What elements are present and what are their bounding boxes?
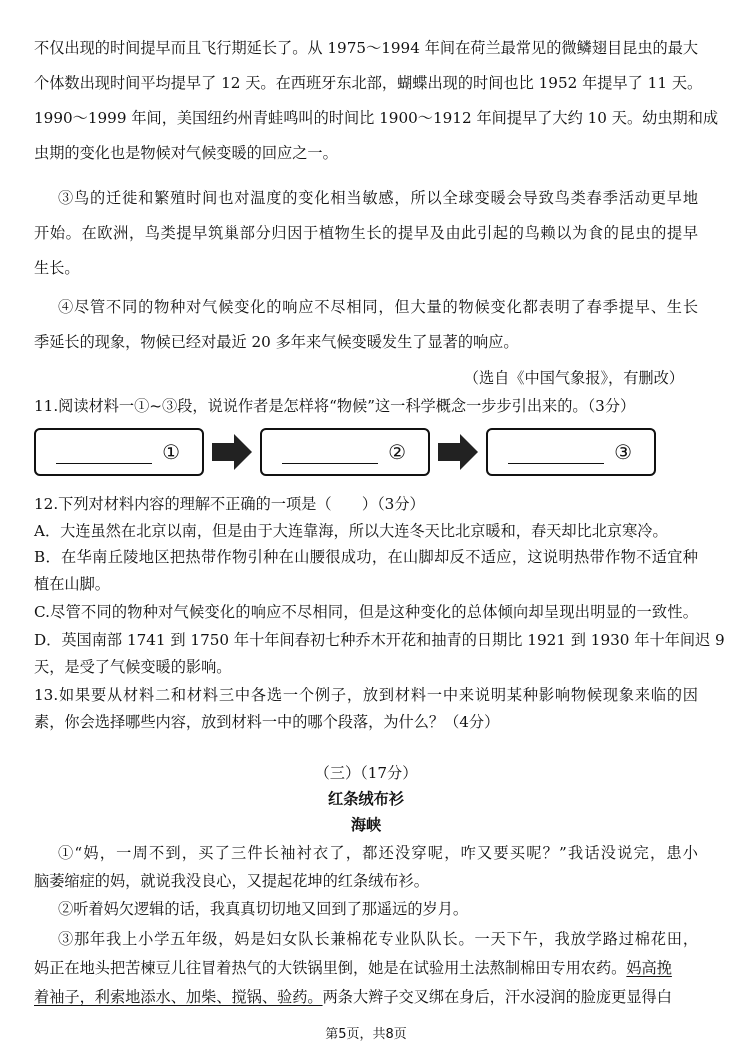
text-line: ④尽管不同的物种对气候变化的响应不尽相同，但大量的物候变化都表明了春季提早、生长 xyxy=(58,298,698,316)
answer-box-3[interactable] xyxy=(486,428,656,476)
option-d: D．英国南部 1741 到 1750 年十年间春初七种乔木开花和抽青的日期比 1921 到 1930 年十年间迟 9 xyxy=(34,631,725,649)
text-line: ①“妈，一周不到，买了三件长袖衬衣了，都还没穿呢，咋又要买呢？”我话没说完，患小 xyxy=(58,844,698,862)
text-line: 1990～1999 年间，美国纽约州青蛙鸣叫的时间比 1900～1912 年间提早了大约 10 天。幼虫期和成 xyxy=(34,109,719,127)
plain-text: 两条大辫子交叉绑在身后，汗水浸润的脸庞更显得白 xyxy=(322,988,672,1006)
article-title: 红条绒布衫 xyxy=(328,790,404,808)
answer-box-2[interactable] xyxy=(260,428,430,476)
question-11: 11.阅读材料一①~③段，说说作者是怎样将“物候”这一科学概念一步步引出来的。（3分） xyxy=(34,397,636,415)
option-a: A．大连虽然在北京以南，但是由于大连靠海，所以大连冬天比北京暖和，春天却比北京寒冷。 xyxy=(34,522,668,540)
box-number: ② xyxy=(388,440,406,464)
answer-blank xyxy=(508,462,604,464)
text-line: 季延长的现象，物候已经对最近 20 多年来气候变暖发生了显著的响应。 xyxy=(34,333,519,351)
underlined-text: 着袖子，利索地添水、加柴、搅锅、验药。 xyxy=(34,988,323,1006)
underlined-text: 妈高挽 xyxy=(626,959,672,977)
page-footer: 第5页，共8页 xyxy=(325,1027,407,1042)
question-13-cont: 素，你会选择哪些内容，放到材料一中的哪个段落，为什么？（4分） xyxy=(34,713,500,731)
text-line: ③那年我上小学五年级，妈是妇女队长兼棉花专业队队长。一天下午，我放学路过棉花田， xyxy=(58,930,698,948)
text-line: ③鸟的迁徙和繁殖时间也对温度的变化相当敏感，所以全球变暖会导致鸟类春季活动更早地 xyxy=(58,189,698,207)
text-line: 个体数出现时间平均提早了 12 天。在西班牙东北部，蝴蝶出现的时间也比 1952 年提早了 11 天。 xyxy=(34,74,703,92)
option-b: B．在华南丘陵地区把热带作物引种在山腰很成功，在山脚却反不适应，这说明热带作物不适宜种 xyxy=(34,548,698,566)
option-b-cont: 植在山脚。 xyxy=(34,575,110,593)
text-line xyxy=(34,987,698,1007)
text-line xyxy=(34,958,698,978)
text-line: 开始。在欧洲，鸟类提早筑巢部分归因于植物生长的提早及由此引起的鸟赖以为食的昆虫的提早 xyxy=(34,224,698,242)
question-13: 13.如果要从材料二和材料三中各选一个例子，放到材料一中来说明某种影响物候现象来临的因 xyxy=(34,686,698,704)
question-12: 12.下列对材料内容的理解不正确的一项是（ ）（3分） xyxy=(34,495,425,513)
box-number: ① xyxy=(162,440,180,464)
source-citation: （选自《中国气象报》，有删改） xyxy=(463,369,684,387)
option-c: C.尽管不同的物种对气候变化的响应不尽相同，但是这种变化的总体倾向却呈现出明显的一致性。 xyxy=(34,603,698,621)
answer-blank xyxy=(56,462,152,464)
text-line: 生长。 xyxy=(34,259,80,277)
text-line: ②听着妈欠逻辑的话，我真真切切地又回到了那遥远的岁月。 xyxy=(58,900,469,918)
right-arrow-icon xyxy=(438,434,478,470)
answer-flow-diagram xyxy=(34,428,704,480)
text-line: 脑萎缩症的妈，就说我没良心，又提起花坤的红条绒布衫。 xyxy=(34,872,429,890)
answer-box-1[interactable] xyxy=(34,428,204,476)
text-line: 虫期的变化也是物候对气候变暖的回应之一。 xyxy=(34,144,338,162)
plain-text: 妈正在地头把苦楝豆儿往冒着热气的大铁锅里倒，她是在试验用土法熬制棉田专用农药。 xyxy=(34,959,627,977)
article-author: 海峡 xyxy=(350,816,382,834)
section-heading: （三）（17分） xyxy=(314,764,418,782)
text-line: 不仅出现的时间提早而且飞行期延长了。从 1975～1994 年间在荷兰最常见的微鳞翅目昆虫的最大 xyxy=(34,39,699,57)
box-number: ③ xyxy=(614,440,632,464)
answer-blank xyxy=(282,462,378,464)
option-d-cont: 天，是受了气候变暖的影响。 xyxy=(34,658,232,676)
right-arrow-icon xyxy=(212,434,252,470)
